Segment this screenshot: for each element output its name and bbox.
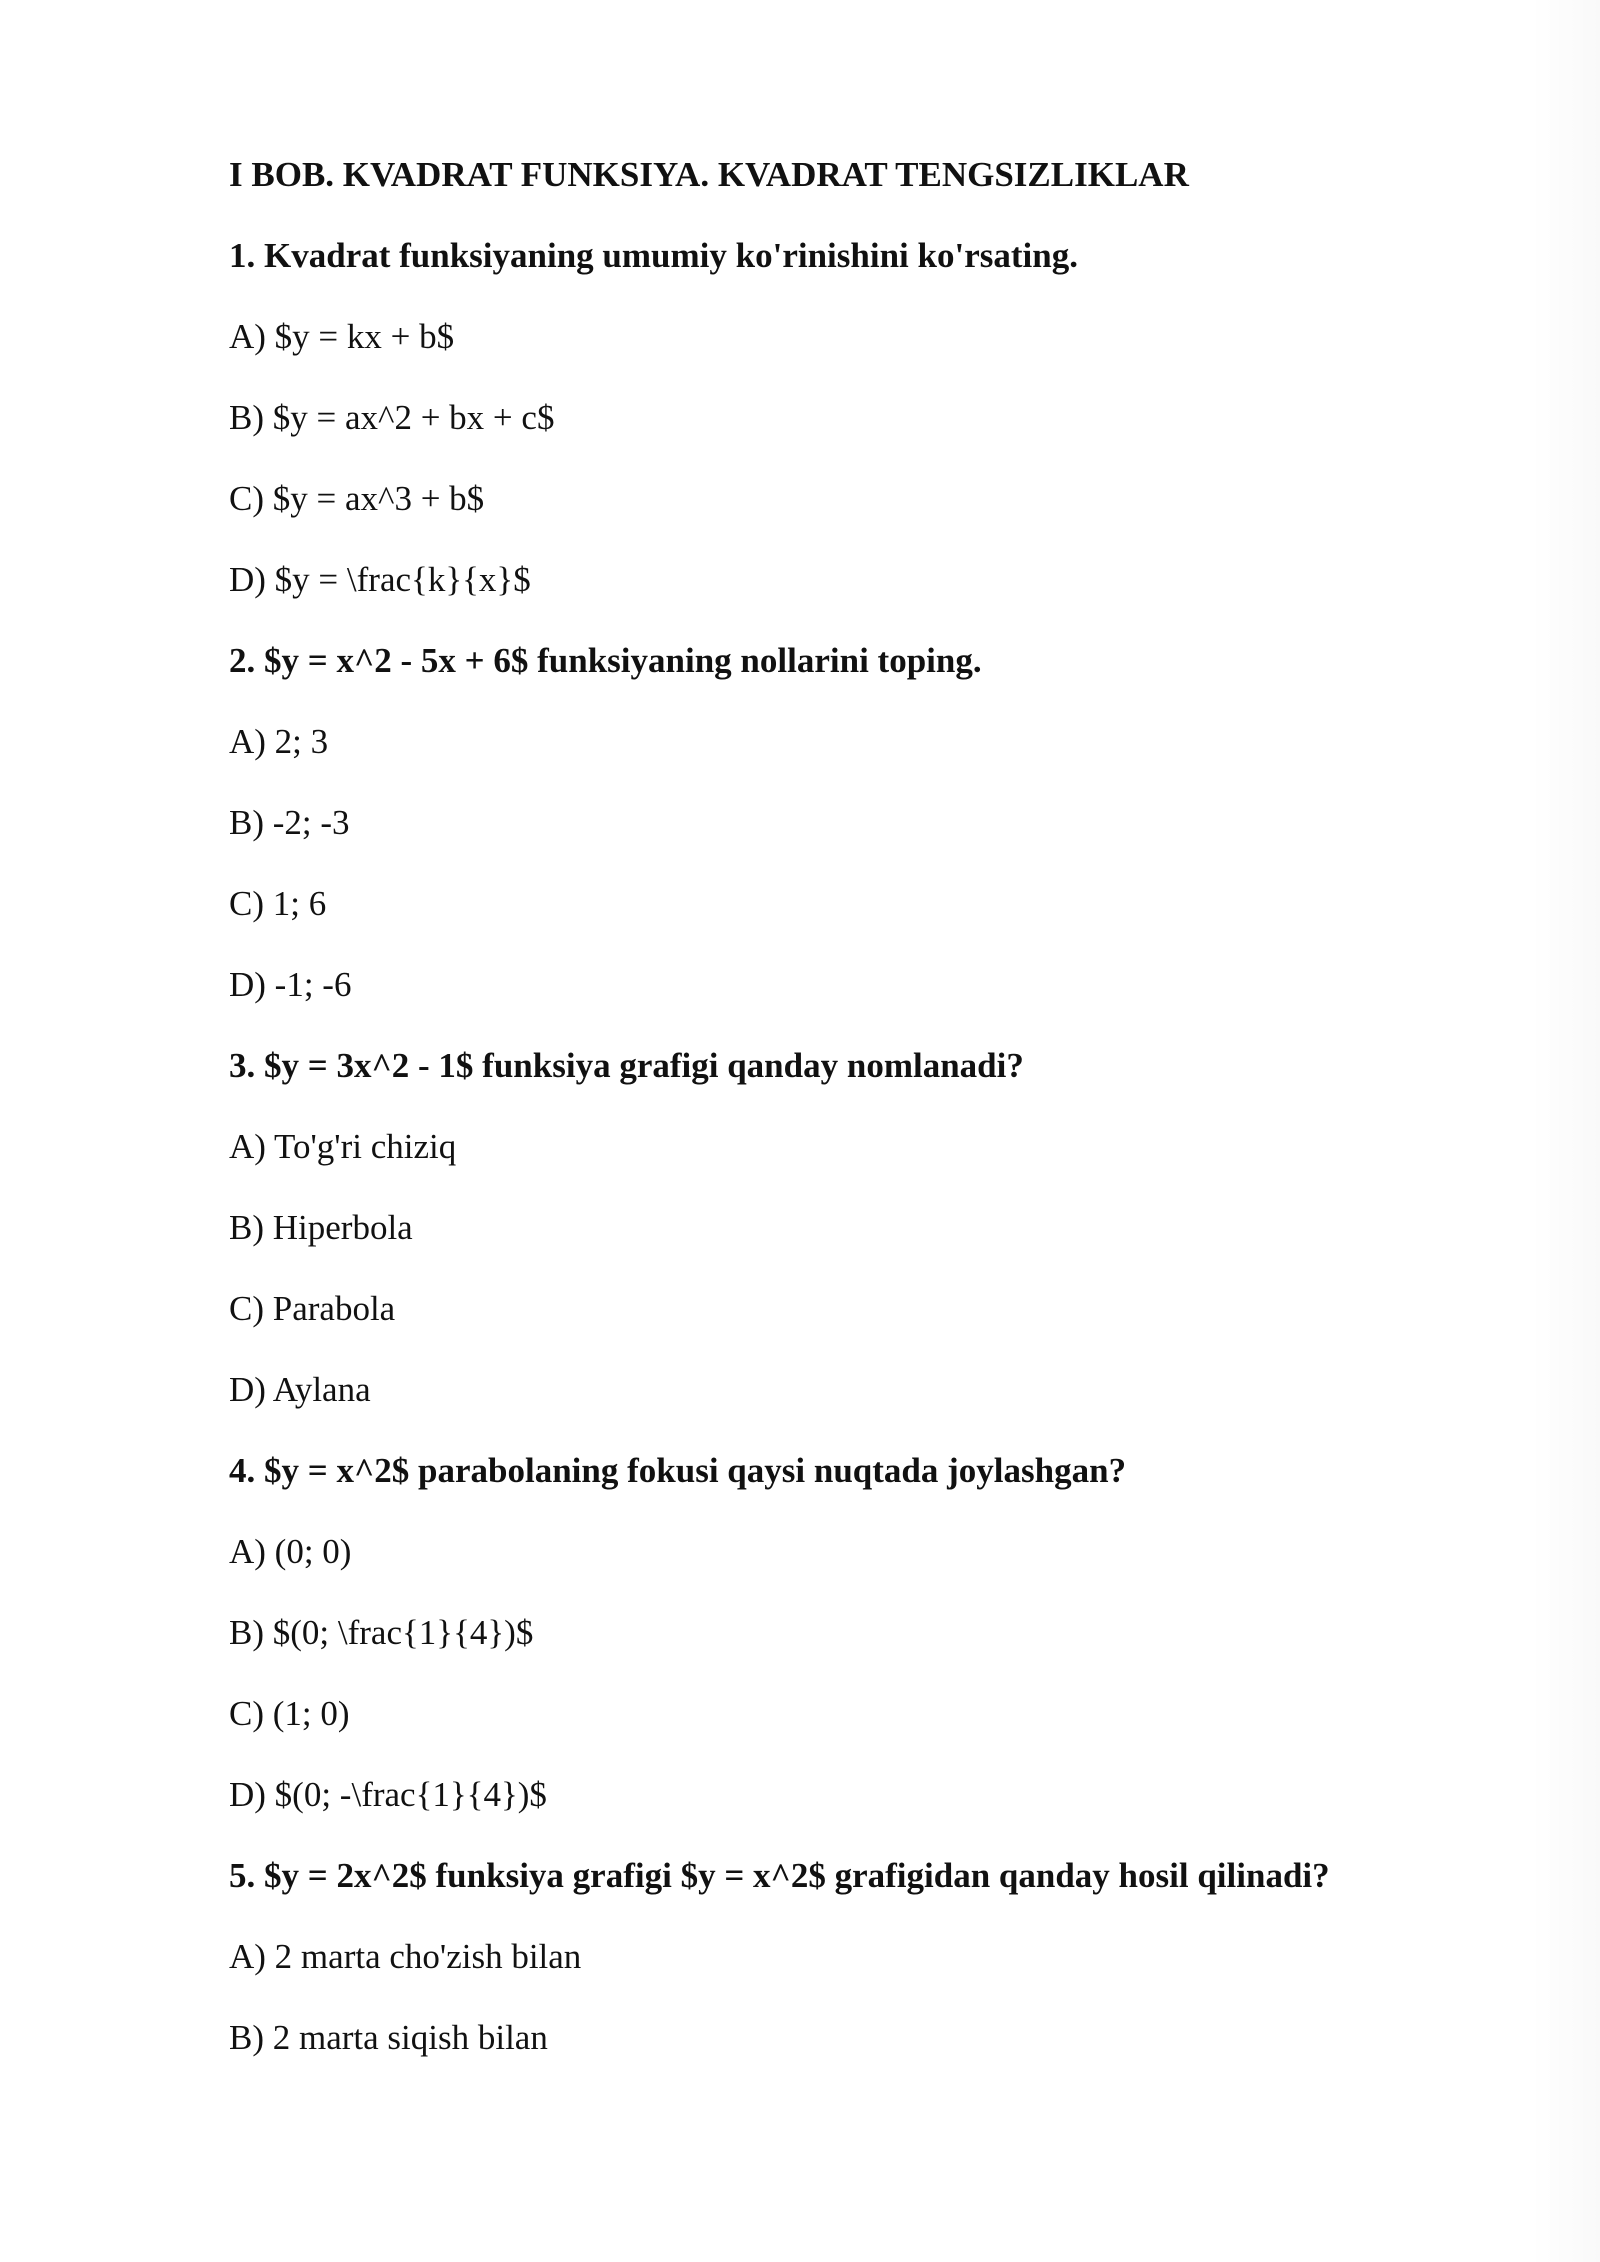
- question-3-text: 3. $y = 3x^2 - 1$ funksiya grafigi qanday nomlanadi?: [229, 1046, 1024, 1085]
- document-content: [229, 150, 1529, 2094]
- question-5-text: 5. $y = 2x^2$ funksiya grafigi $y = x^2$ grafigidan qanday hosil qilinadi?: [229, 1856, 1330, 1895]
- question-2-option-b: B) -2; -3: [229, 803, 350, 842]
- question-1-option-a: A) $y = kx + b$: [229, 317, 455, 356]
- question-1-option-c: C) $y = ax^3 + b$: [229, 479, 485, 518]
- question-5-option-b: B) 2 marta siqish bilan: [229, 2018, 548, 2057]
- chapter-title: I BOB. KVADRAT FUNKSIYA. KVADRAT TENGSIZLIKLAR: [229, 155, 1189, 194]
- question-1-option-b: B) $y = ax^2 + bx + c$: [229, 398, 555, 437]
- question-2-text: 2. $y = x^2 - 5x + 6$ funksiyaning nollarini toping.: [229, 641, 982, 680]
- question-3-option-a: A) To'g'ri chiziq: [229, 1127, 457, 1166]
- question-2-option-c: C) 1; 6: [229, 884, 327, 923]
- question-5-option-a: A) 2 marta cho'zish bilan: [229, 1937, 582, 1976]
- question-4-option-a: A) (0; 0): [229, 1532, 352, 1571]
- question-4-option-c: C) (1; 0): [229, 1694, 350, 1733]
- question-1-text: 1. Kvadrat funksiyaning umumiy ko'rinishini ko'rsating.: [229, 236, 1078, 275]
- question-4-option-b: B) $(0; \frac{1}{4})$: [229, 1613, 534, 1652]
- question-4-option-d: D) $(0; -\frac{1}{4})$: [229, 1775, 547, 1814]
- question-3-option-d: D) Aylana: [229, 1370, 371, 1409]
- question-3-option-b: B) Hiperbola: [229, 1208, 413, 1247]
- question-2-option-d: D) -1; -6: [229, 965, 352, 1004]
- question-4-text: 4. $y = x^2$ parabolaning fokusi qaysi nuqtada joylashgan?: [229, 1451, 1127, 1490]
- question-2-option-a: A) 2; 3: [229, 722, 329, 761]
- question-1-option-d: D) $y = \frac{k}{x}$: [229, 560, 531, 599]
- question-3-option-c: C) Parabola: [229, 1289, 396, 1328]
